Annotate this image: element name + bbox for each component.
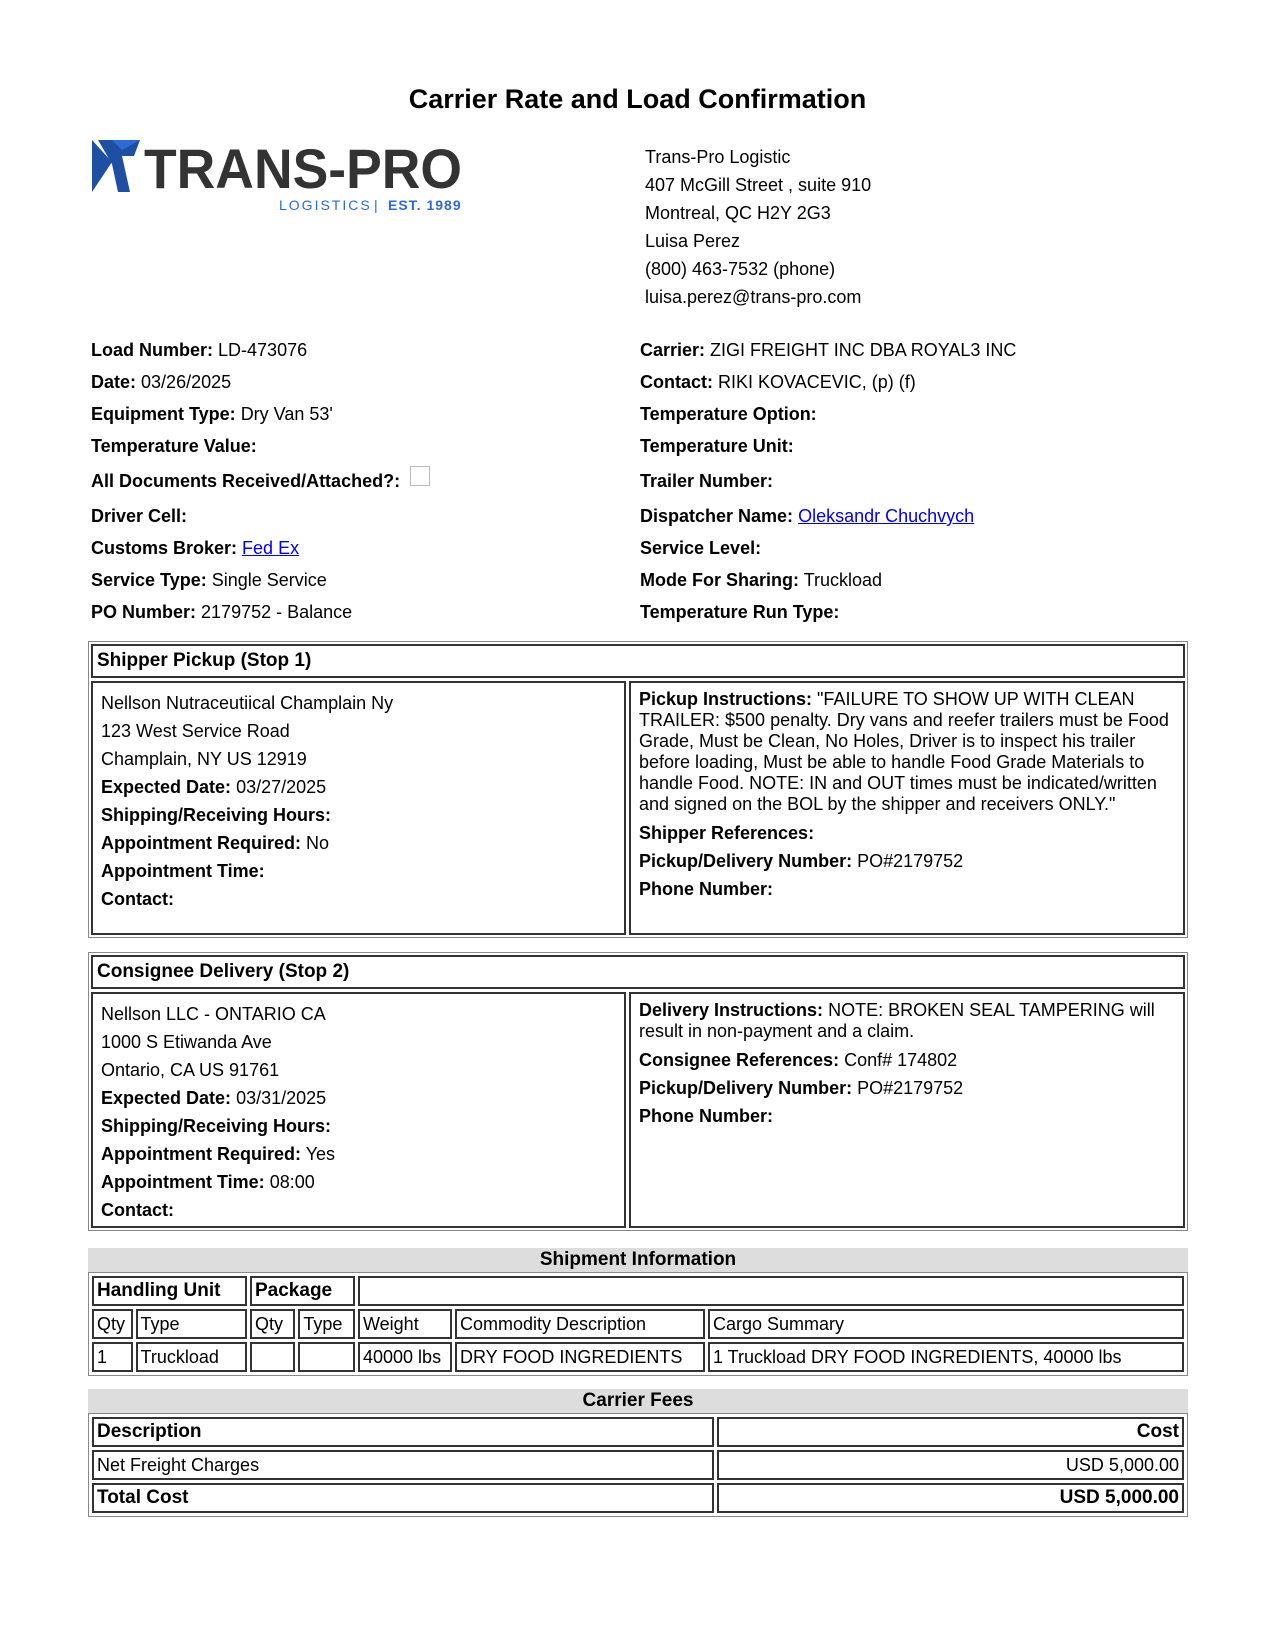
company-email: luisa.perez@trans-pro.com	[645, 287, 862, 307]
delivery-name: Nellson LLC - ONTARIO CA	[101, 1004, 326, 1024]
cost-header: Cost	[717, 1417, 1184, 1447]
table-row	[92, 1450, 1184, 1480]
company-address-1: 407 McGill Street , suite 910	[645, 175, 872, 195]
pickup-appointment-time: Appointment Time:	[101, 861, 265, 881]
customs-broker-field: Customs Broker: Fed Ex	[91, 538, 300, 558]
fee-description: Net Freight Charges	[92, 1450, 714, 1480]
delivery-location-panel	[91, 992, 626, 1228]
load-fields-right	[640, 334, 1016, 628]
delivery-contact: Contact:	[101, 1200, 174, 1220]
po-number-field: PO Number: 2179752 - Balance	[91, 602, 353, 622]
driver-cell-field: Driver Cell:	[91, 506, 188, 526]
column-header: Qty	[250, 1309, 295, 1339]
total-row	[92, 1483, 1184, 1513]
column-header: Type	[298, 1309, 355, 1339]
carrier-fees-heading: Carrier Fees	[88, 1389, 1188, 1413]
package-header: Package	[250, 1276, 355, 1306]
column-header: Type	[136, 1309, 247, 1339]
pickup-hours: Shipping/Receiving Hours:	[101, 805, 332, 825]
temperature-unit-field: Temperature Unit:	[640, 436, 794, 456]
table-cell	[250, 1342, 295, 1372]
shipment-information-section	[88, 1248, 1188, 1376]
pickup-name: Nellson Nutraceutiical Champlain Ny	[101, 693, 394, 713]
total-label: Total Cost	[92, 1483, 714, 1513]
load-fields-left	[91, 334, 430, 628]
column-header: Qty	[92, 1309, 133, 1339]
delivery-appointment-required: Appointment Required: Yes	[101, 1144, 336, 1164]
temperature-value-field: Temperature Value:	[91, 436, 257, 456]
documents-checkbox[interactable]	[410, 466, 430, 486]
consignee-references: Consignee References: Conf# 174802	[639, 1050, 958, 1070]
shipper-pickup-section	[88, 641, 1188, 938]
company-info	[645, 143, 871, 311]
description-header: Description	[92, 1417, 714, 1447]
logo-est: EST. 1989	[388, 197, 462, 213]
delivery-address-1: 1000 S Etiwanda Ave	[101, 1032, 272, 1052]
pickup-appointment-required: Appointment Required: No	[101, 833, 330, 853]
dispatcher-link[interactable]: Oleksandr Chuchvych	[798, 506, 975, 526]
equipment-type-field: Equipment Type: Dry Van 53'	[91, 404, 333, 424]
delivery-pickup-delivery-number: Pickup/Delivery Number: PO#2179752	[639, 1078, 964, 1098]
table-cell: 40000 lbs	[358, 1342, 452, 1372]
column-header: Commodity Description	[455, 1309, 705, 1339]
pickup-delivery-number: Pickup/Delivery Number: PO#2179752	[639, 851, 964, 871]
logo-tagline: LOGISTICS	[279, 197, 372, 213]
service-type-field: Service Type: Single Service	[91, 570, 327, 590]
mode-for-sharing-field: Mode For Sharing: Truckload	[640, 570, 883, 590]
delivery-appointment-time: Appointment Time: 08:00	[101, 1172, 315, 1192]
table-cell: DRY FOOD INGREDIENTS	[455, 1342, 705, 1372]
pickup-phone: Phone Number:	[639, 879, 774, 899]
handling-unit-header: Handling Unit	[92, 1276, 247, 1306]
pickup-expected-date: Expected Date: 03/27/2025	[101, 777, 327, 797]
company-phone: (800) 463-7532 (phone)	[645, 259, 836, 279]
delivery-hours: Shipping/Receiving Hours:	[101, 1116, 332, 1136]
consignee-delivery-heading: Consignee Delivery (Stop 2)	[91, 955, 1185, 989]
carrier-field: Carrier: ZIGI FREIGHT INC DBA ROYAL3 INC	[640, 340, 1017, 360]
shipper-references: Shipper References:	[639, 823, 815, 843]
dispatcher-name-field: Dispatcher Name: Oleksandr Chuchvych	[640, 506, 975, 526]
table-cell: 1 Truckload DRY FOOD INGREDIENTS, 40000 lbs	[708, 1342, 1184, 1372]
column-header: Cargo Summary	[708, 1309, 1184, 1339]
pickup-address-1: 123 West Service Road	[101, 721, 290, 741]
temperature-option-field: Temperature Option:	[640, 404, 817, 424]
total-cost: USD 5,000.00	[717, 1483, 1184, 1513]
fee-cost: USD 5,000.00	[717, 1450, 1184, 1480]
date-field: Date: 03/26/2025	[91, 372, 232, 392]
shipment-information-heading: Shipment Information	[88, 1248, 1188, 1272]
service-level-field: Service Level:	[640, 538, 762, 558]
document-title: Carrier Rate and Load Confirmation	[408, 84, 867, 114]
svg-text:|: |	[374, 197, 378, 213]
contact-field: Contact: RIKI KOVACEVIC, (p) (f)	[640, 372, 916, 392]
company-contact: Luisa Perez	[645, 231, 741, 251]
delivery-instructions: Delivery Instructions: NOTE: BROKEN SEAL TAMPERING will result in non-payment and a claim.	[639, 1000, 1155, 1041]
shipper-pickup-heading: Shipper Pickup (Stop 1)	[91, 644, 1185, 678]
pickup-instructions: Pickup Instructions: "FAILURE TO SHOW UP WITH CLEAN TRAILER: $500 penalty. Dry vans and reefer trailers must be Food Grade, Must be Clean, No Holes, Driver is to inspect his trailer before loading, Must be able to handle Food Grade Materials to handle Food. NOTE: IN and OUT times must be indicated/written and signed on the BOL by the shipper and receivers ONLY."	[639, 689, 1169, 814]
column-header: Weight	[358, 1309, 452, 1339]
logo-wordmark: TRANS-PRO	[144, 140, 462, 200]
pickup-instructions-panel	[629, 681, 1185, 935]
fees-table	[89, 1414, 1187, 1516]
all-documents-field: All Documents Received/Attached?:	[91, 462, 430, 500]
consignee-delivery-section	[88, 952, 1188, 1231]
delivery-instructions-panel	[629, 992, 1185, 1228]
shipment-column-headers	[92, 1309, 1184, 1339]
temperature-run-type-field: Temperature Run Type:	[640, 602, 840, 622]
trans-pro-logo	[92, 140, 492, 225]
load-number-field: Load Number: LD-473076	[91, 340, 308, 360]
customs-broker-link[interactable]: Fed Ex	[242, 538, 300, 558]
pickup-address-2: Champlain, NY US 12919	[101, 749, 307, 769]
carrier-fees-section	[88, 1389, 1188, 1517]
table-cell: 1	[92, 1342, 133, 1372]
company-name: Trans-Pro Logistic	[645, 147, 791, 167]
table-cell: Truckload	[136, 1342, 247, 1372]
trailer-number-field: Trailer Number:	[640, 471, 774, 491]
pickup-location-panel	[91, 681, 626, 935]
pickup-contact: Contact:	[101, 889, 174, 909]
shipment-table	[89, 1273, 1187, 1375]
delivery-address-2: Ontario, CA US 91761	[101, 1060, 280, 1080]
company-address-2: Montreal, QC H2Y 2G3	[645, 203, 831, 223]
delivery-expected-date: Expected Date: 03/31/2025	[101, 1088, 327, 1108]
table-row	[92, 1342, 1184, 1372]
delivery-phone: Phone Number:	[639, 1106, 774, 1126]
table-cell	[298, 1342, 355, 1372]
shipment-blank-header	[358, 1276, 1184, 1306]
